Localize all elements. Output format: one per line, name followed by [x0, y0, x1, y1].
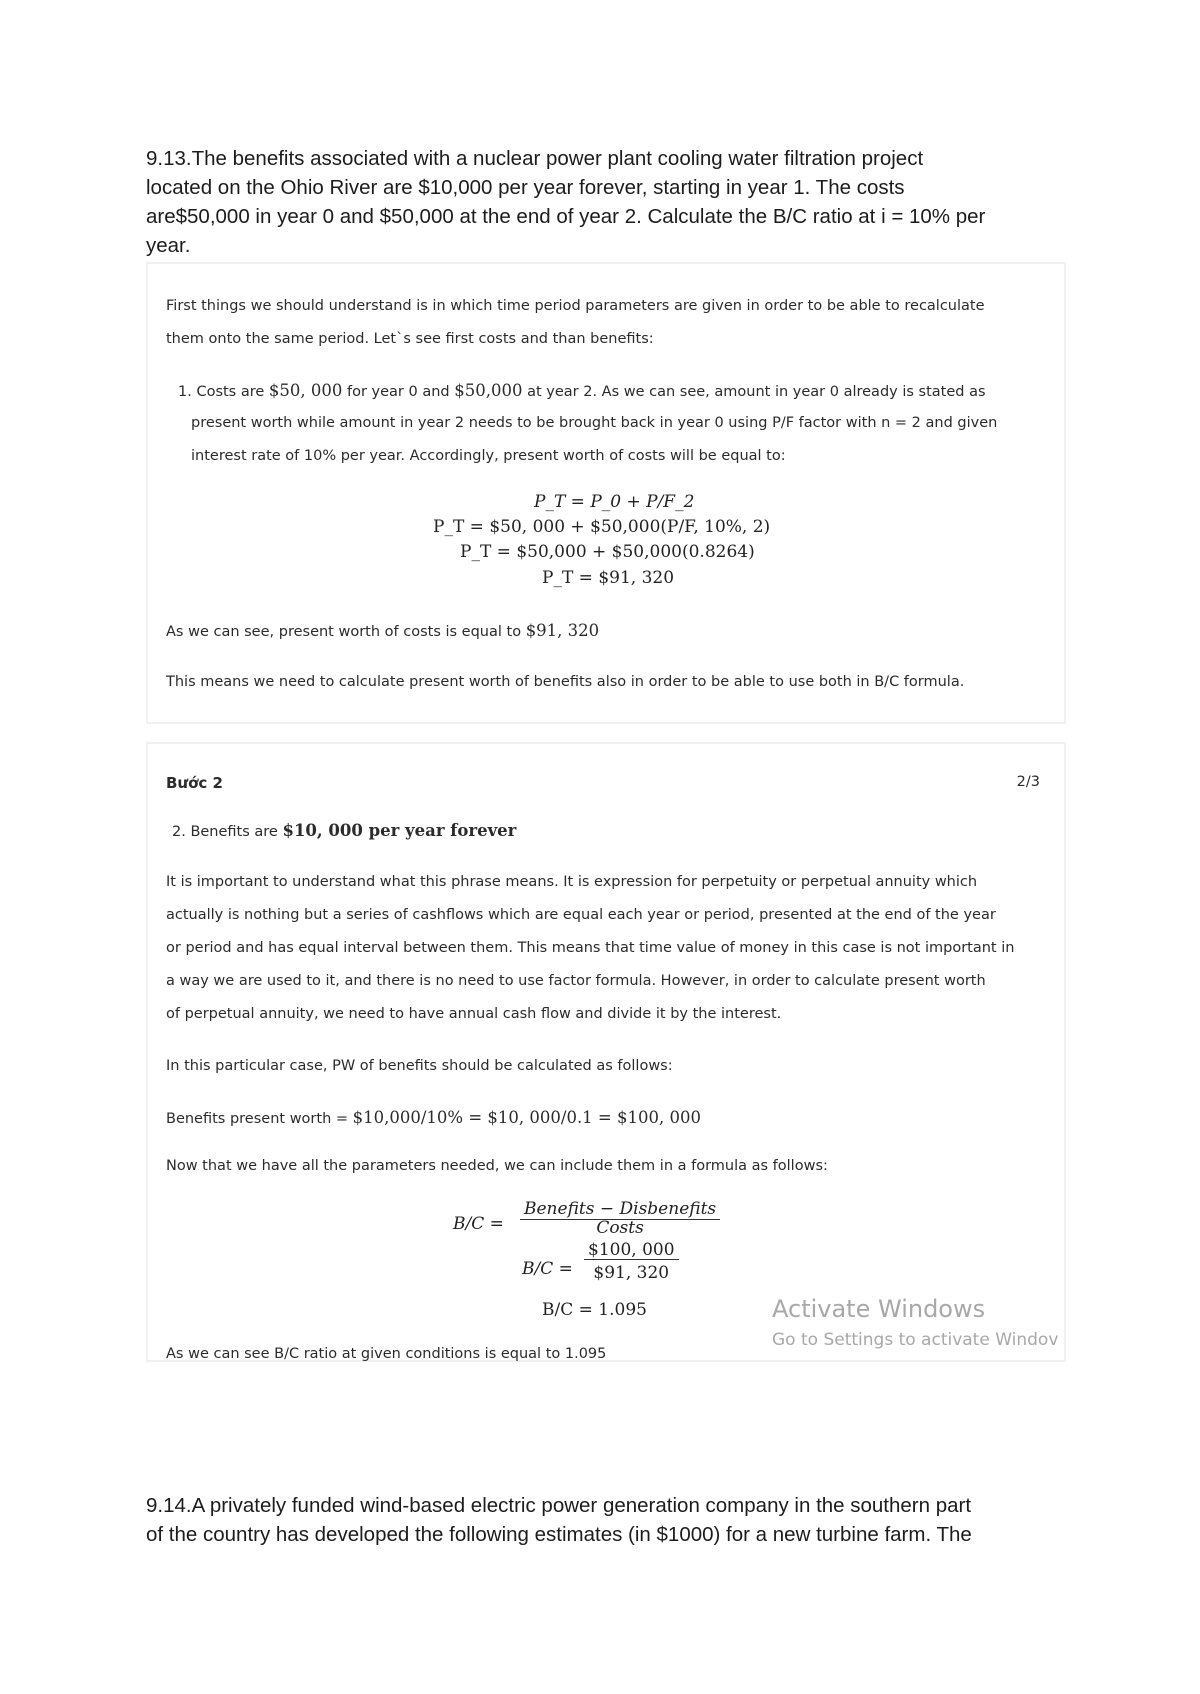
bc-value-lhs: B/C =: [522, 1259, 573, 1279]
solution-step-1-card: [146, 262, 1066, 724]
equation-pt-result: P_T = $91, 320: [542, 568, 675, 588]
case-line: In this particular case, PW of benefits should be calculated as follows:: [166, 1058, 673, 1074]
bc-formula-lhs: B/C =: [453, 1214, 504, 1234]
costs-item-line: present worth while amount in year 2 needs to be brought back in year 0 using P/F factor with n = 2 and given: [191, 415, 998, 431]
bc-value-denominator: $91, 320: [593, 1263, 670, 1283]
bc-formula-fraction: [520, 1199, 720, 1236]
perpetuity-paragraph-line: a way we are used to it, and there is no need to use factor formula. However, in order to calculate present worth: [166, 973, 986, 989]
bc-result-equation: B/C = 1.095: [542, 1300, 647, 1320]
equation-pt-factor: P_T = $50, 000 + $50,000(P/F, 10%, 2): [433, 517, 771, 537]
bc-formula-numerator: Benefits − Disbenefits: [520, 1199, 720, 1220]
perpetuity-paragraph-line: or period and has equal interval between them. This means that time value of money in this case is not important in: [166, 940, 1015, 956]
perpetuity-paragraph-line: actually is nothing but a series of cashflows which are equal each year or period, presented at the end of the year: [166, 907, 996, 923]
problem-9-14-statement: [146, 1491, 1076, 1549]
activate-windows-title: Activate Windows: [772, 1295, 986, 1323]
problem-line: year.: [146, 234, 191, 257]
bc-value-numerator: $100, 000: [584, 1241, 679, 1260]
equation-pt-definition: P_T = P_0 + P/F_2: [534, 492, 695, 512]
result-line: As we can see B/C ratio at given conditions is equal to 1.095: [166, 1346, 607, 1362]
benefits-present-worth-line: Benefits present worth = $10,000/10% = $10, 000/0.1 = $100, 000: [166, 1108, 701, 1127]
perpetuity-paragraph-line: of perpetual annuity, we need to have annual cash flow and divide it by the interest.: [166, 1006, 782, 1022]
step-label: Bước 2: [166, 774, 223, 792]
intro-line: them onto the same period. Let`s see first costs and than benefits:: [166, 331, 654, 347]
problem-line: 9.14.A privately funded wind-based electric power generation company in the southern part: [146, 1494, 972, 1517]
problem-9-13-statement: [146, 144, 1076, 260]
problem-line: are$50,000 in year 0 and $50,000 at the end of year 2. Calculate the B/C ratio at i = 10% per: [146, 205, 986, 228]
costs-item-line: 1. Costs are $50, 000 for year 0 and $50,000 at year 2. As we can see, amount in year 0 already is stated as: [178, 381, 986, 400]
intro-line: First things we should understand is in which time period parameters are given in order to be able to recalculate: [166, 298, 985, 314]
present-worth-costs-line: As we can see, present worth of costs is equal to $91, 320: [166, 621, 600, 640]
costs-item-line: interest rate of 10% per year. Accordingly, present worth of costs will be equal to:: [191, 448, 786, 464]
activate-windows-subtitle: Go to Settings to activate Windov: [772, 1330, 1059, 1350]
bc-value-fraction: [584, 1241, 679, 1286]
perpetuity-paragraph-line: It is important to understand what this phrase means. It is expression for perpetuity or perpetual annuity which: [166, 874, 978, 890]
benefits-item-line: 2. Benefits are $10, 000 per year forever: [172, 821, 517, 840]
solution-step-2-card: [146, 742, 1066, 1362]
step-counter: 2/3: [1016, 774, 1040, 790]
equation-pt-substituted: P_T = $50,000 + $50,000(0.8264): [460, 542, 755, 562]
problem-line: 9.13.The benefits associated with a nuclear power plant cooling water filtration project: [146, 147, 924, 170]
closing-line: This means we need to calculate present worth of benefits also in order to be able to use both in B/C formula.: [166, 674, 965, 690]
bc-formula-denominator: Costs: [596, 1218, 644, 1238]
now-line: Now that we have all the parameters needed, we can include them in a formula as follows:: [166, 1158, 828, 1174]
problem-line: located on the Ohio River are $10,000 per year forever, starting in year 1. The costs: [146, 176, 905, 199]
problem-line: of the country has developed the following estimates (in $1000) for a new turbine farm. The: [146, 1523, 972, 1546]
